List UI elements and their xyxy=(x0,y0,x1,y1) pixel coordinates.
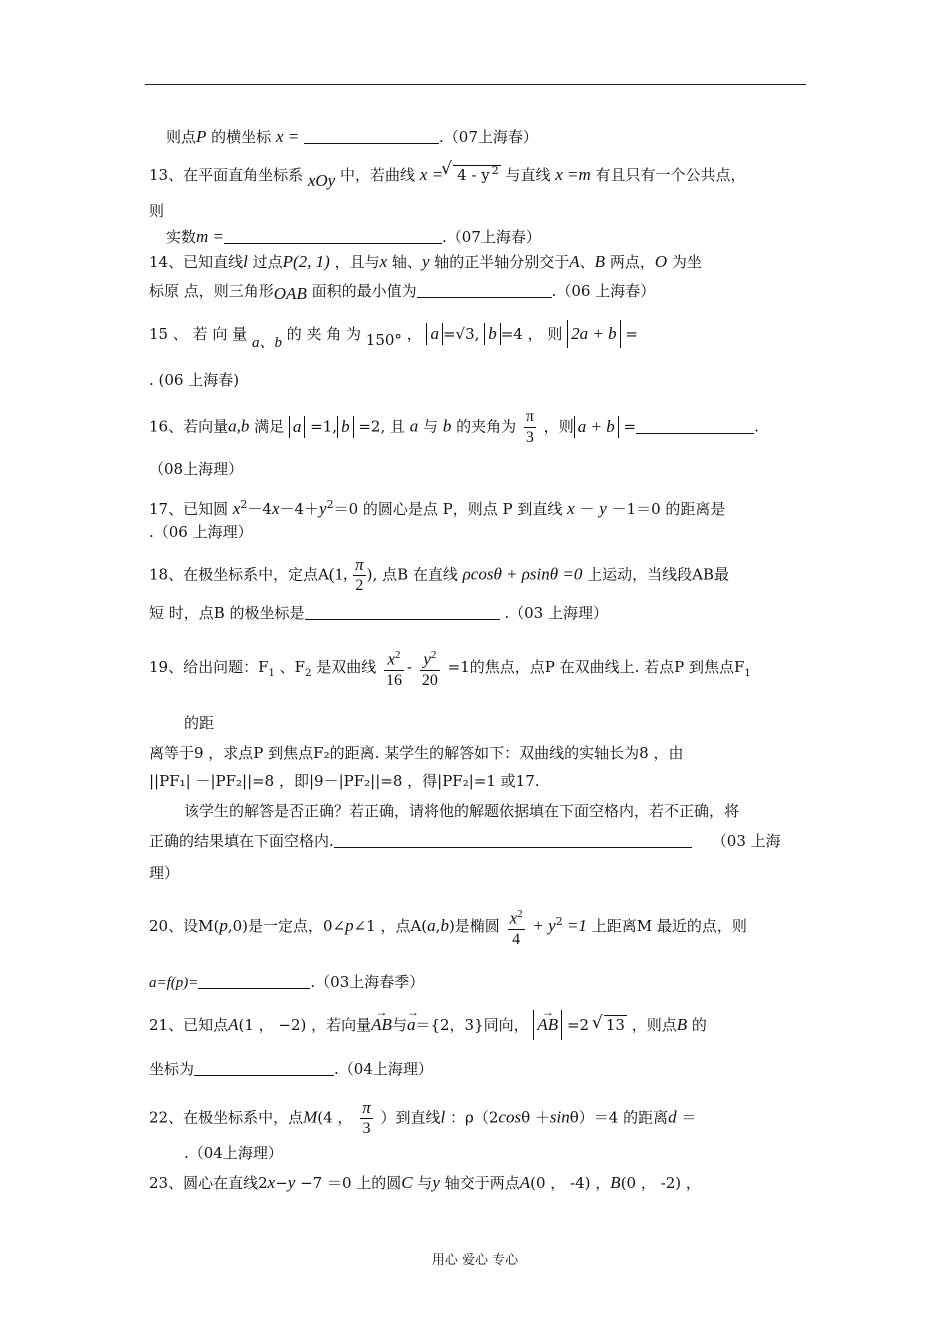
q19-line4: ||PF₁| －|PF₂||=8 ，即|9－|PF₂||=8 ，得|PF₂|=1 或17. xyxy=(149,772,540,790)
answer-blank xyxy=(304,127,439,144)
q16-end: （08上海理） xyxy=(149,460,244,478)
q21-line2: 坐标为 .（04上海理） xyxy=(149,1060,433,1078)
answer-blank xyxy=(194,1059,334,1076)
q23: 23、圆心在直线2x−y −7 ＝0 上的圆C 与y 轴交于两点A(0 ， -4) ，B(0 ， -2) ， xyxy=(149,1173,701,1192)
q22-end: .（04上海理） xyxy=(184,1144,283,1162)
q12-tail: 则点P 的横坐标 x = .（07上海春） xyxy=(166,127,538,146)
q18-line2: 短 时，点B 的极坐标是 .（03 上海理） xyxy=(149,604,608,622)
q19-line2: 的距 xyxy=(184,714,215,732)
answer-blank xyxy=(198,972,310,989)
q17-end: .（06 上海理） xyxy=(149,523,253,541)
q13: 13、在平面直角坐标系 xOy 中，若曲线 x =√ 4 - y $^2$ 与直线 x =m 有且只有一个公共点， xyxy=(149,160,746,186)
answer-blank xyxy=(305,603,500,620)
page-footer: 用心 爱心 专心 xyxy=(431,1253,519,1268)
q17: 17、已知圆 $x^2-4x-4+y^2=0$ 的圆心是点 P，则点 P 到直线 x － y －1＝0 的距离是 xyxy=(149,498,726,518)
fraction: $\frac{\pi}{3}$ xyxy=(525,408,534,446)
q15-end: . (06 上海春) xyxy=(149,371,240,389)
sqrt-sign: √ 4 - y $^2$ xyxy=(443,160,501,186)
q14-line2: 标原 点，则三角形OAB 面积的最小值为 .（06 上海春） xyxy=(149,282,656,303)
q15: 15 、 若 向 量 a、b 的 夹 角 为 150° ， a =√3, b =4 ， 则 2a + b = xyxy=(149,320,638,348)
q22: 22、在极坐标系中，点M(4 ， $\frac{\pi}{3}$ ）到直线l ：ρ（2cosθ ＋sinθ）＝4 的距离d ＝ xyxy=(149,1098,697,1137)
q14: 14、已知直线l 过点P(2, 1) ，且与x 轴、y 轴的正半轴分别交于A、B 两点，O 为坐 xyxy=(149,252,702,271)
q18: 18、在极坐标系中，定点A(1, $\frac{\pi}{2}$ ), 点B 在直线 ρcosθ + ρsinθ =0 上运动，当线段AB最 xyxy=(149,555,729,594)
answer-blank xyxy=(224,227,442,244)
q19-line7: 理） xyxy=(149,864,180,882)
q20-line2: a=f(p)= .（03上海春季） xyxy=(149,973,425,991)
q13-then: 则 xyxy=(149,202,165,220)
q21: 21、已知点A(1 ， −2) ，若向量→ AB与→ a＝{2，3}同向， → AB =2 √ 13 ，则点B 的 xyxy=(149,1010,707,1040)
q16: 16、若向量a,b 满足 a =1, b =2, 且 a 与 b 的夹角为 $\frac{\pi}{3}$ ，则 a + b = . xyxy=(149,408,759,446)
q13-answer: 实数m = .（07上海春） xyxy=(166,227,541,246)
answer-blank xyxy=(417,281,552,298)
header-rule xyxy=(145,84,806,85)
q19: 19、给出问题：$F_1$ 、$F_2$ 是双曲线 $\frac{x^2}{16}$ - $\frac{y^2}{20}$ =1的焦点，点P 在双曲线上. 若点P 到焦点$F_1$ xyxy=(149,649,751,690)
answer-blank xyxy=(334,831,692,848)
q19-line5: 该学生的解答是否正确？若正确，请将他的解题依据填在下面空格内，若不正确，将 xyxy=(184,802,740,820)
q20: 20、设M(p,0)是一定点，0∠p∠1 ，点A(a,b)是椭圆 $\frac{x^2}{4}$ + $y^2 =1$ 上距离M 最近的点，则 xyxy=(149,908,747,949)
q19-line6: 正确的结果填在下面空格内. （03 上海 xyxy=(149,832,781,850)
answer-blank xyxy=(636,417,754,434)
q19-line3: 离等于9 ，求点P 到焦点F₂的距离. 某学生的解答如下：双曲线的实轴长为8 ，由 xyxy=(149,744,684,762)
